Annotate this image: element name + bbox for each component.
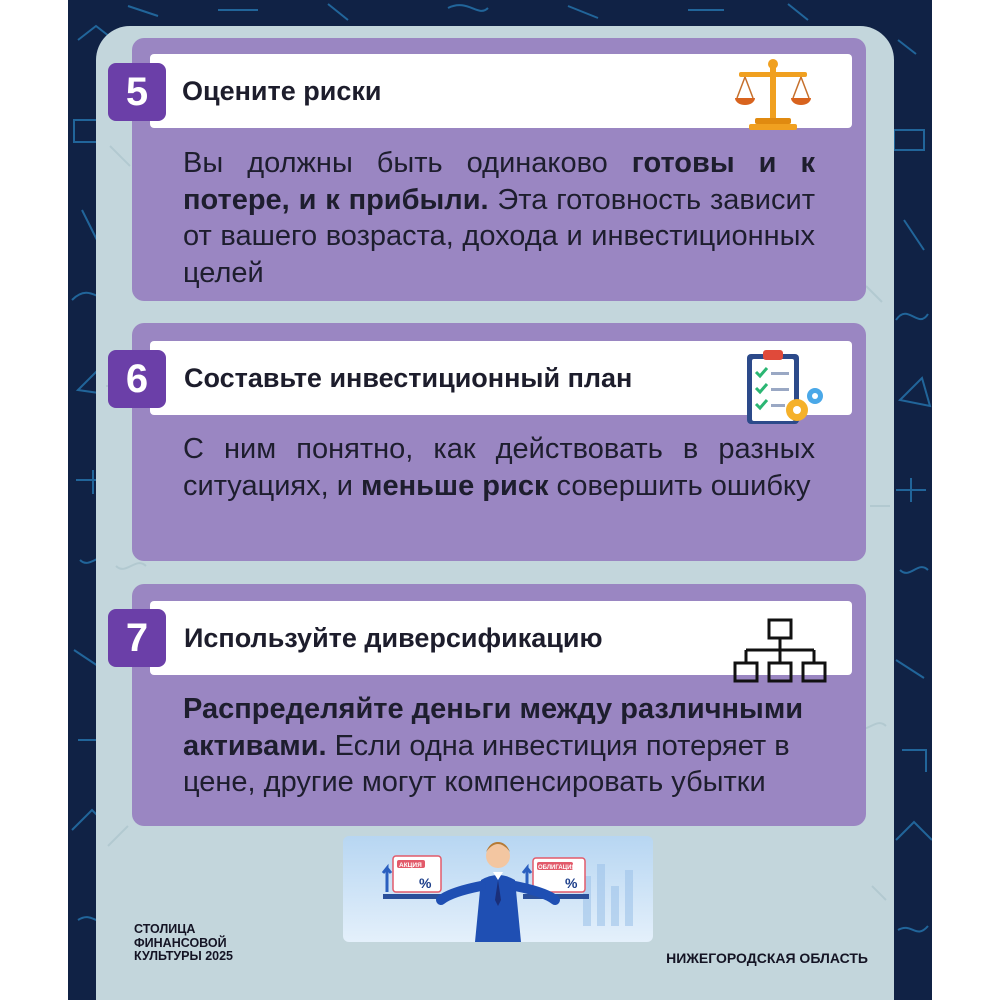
tip-title: Используйте диверсификацию xyxy=(184,623,603,653)
tip-text-part: Вы должны быть одинаково xyxy=(183,147,632,179)
tip-text-bold: готовы и к потере, и к прибыли. xyxy=(183,147,815,216)
tip-text-part: Эта готовность зависит от вашего возраста, дохода и инвестиционных целей xyxy=(183,183,815,289)
region-label: НИЖЕГОРОДСКАЯ ОБЛАСТЬ xyxy=(666,950,868,966)
tip-title: Составьте инвестиционный план xyxy=(184,363,633,393)
logo-line: КУЛЬТУРЫ 2025 xyxy=(134,949,233,963)
tip-text-bold: меньше риск xyxy=(361,469,549,502)
tip-text-part: С ним понятно, как действовать в разных ситуациях, и xyxy=(183,433,815,502)
tip-description xyxy=(183,431,815,504)
tip-text-part: Если одна инвестиция потеряет в цене, другие могут компенсировать убытки xyxy=(183,729,790,798)
left-card-label: АКЦИЯ xyxy=(399,862,422,869)
logo-line: ФИНАНСОВОЙ xyxy=(134,935,227,950)
left-card-percent: % xyxy=(419,875,432,891)
tip-title: Оцените риски xyxy=(182,76,382,106)
tip-text-part: совершить ошибку xyxy=(548,469,811,502)
tip-description xyxy=(183,691,815,801)
capital-of-financial-culture-logo xyxy=(134,923,274,964)
tip-text-bold: Распределяйте деньги между различными активами. xyxy=(183,693,804,762)
clipboard-checklist-gears-icon xyxy=(741,348,829,432)
right-card-label: ОБЛИГАЦИЯ xyxy=(538,865,576,871)
logo-line: СТОЛИЦА xyxy=(134,922,196,936)
tip-description xyxy=(183,145,815,291)
hierarchy-tree-icon xyxy=(732,617,830,685)
right-card-percent: % xyxy=(565,875,578,891)
tip-number-badge: 7 xyxy=(108,609,166,667)
businessman-figure xyxy=(441,842,555,942)
tip-number-badge: 6 xyxy=(108,350,166,408)
investor-illustration xyxy=(343,836,653,942)
tip-number-badge: 5 xyxy=(108,63,166,121)
scales-icon xyxy=(733,56,813,134)
